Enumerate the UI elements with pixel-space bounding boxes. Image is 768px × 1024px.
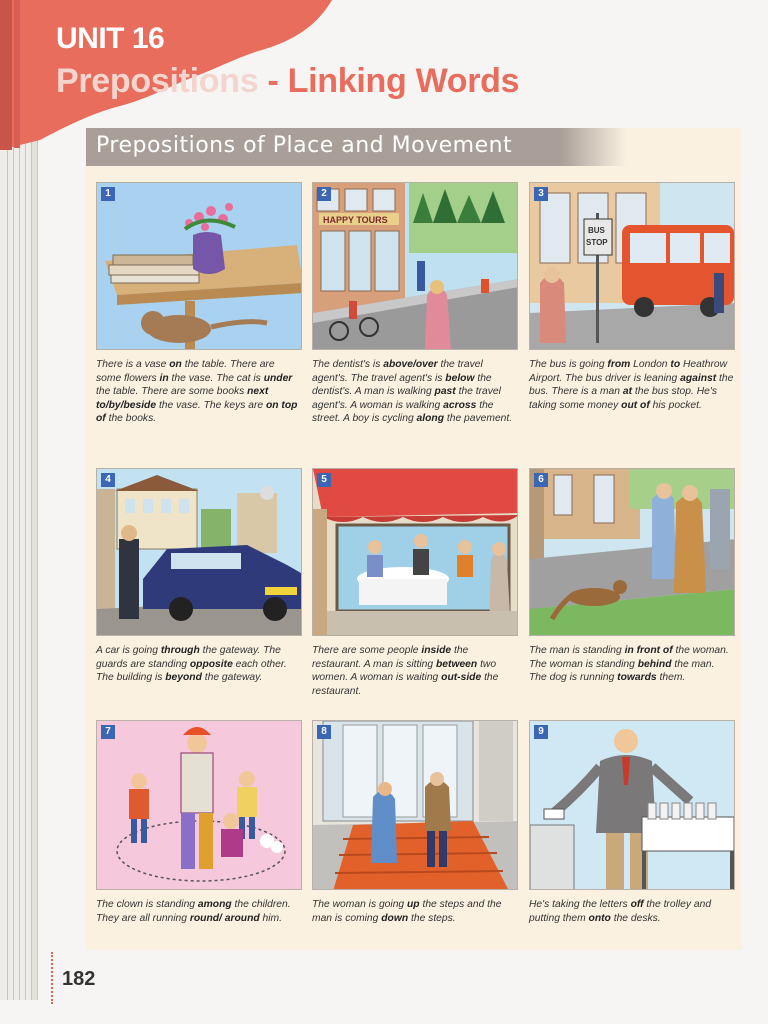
picture-number: 9: [534, 725, 548, 739]
picture-5: [312, 468, 518, 636]
section-title-bar: [86, 128, 626, 166]
page-number: 182: [62, 968, 96, 990]
caption-6: The man is standing in front of the woman. The woman is standing behind the man. The dog is running towards them.: [529, 645, 729, 684]
caption-1: There is a vase on the table. There are some flowers in the vase. The cat is under the table. There are some books next to/by/beside the vase. The keys are on top of the books.: [96, 359, 298, 425]
bus-stop-illustration: [530, 183, 735, 350]
unit-label: UNIT 16: [56, 22, 165, 55]
picture-8: [312, 720, 518, 890]
restaurant-illustration: [313, 469, 518, 636]
picture-number: 8: [317, 725, 331, 739]
picture-3: [529, 182, 735, 350]
bus-sign-text-2: STOP: [586, 238, 608, 247]
picture-7: [96, 720, 302, 890]
section-title: Prepositions of Place and Movement: [96, 133, 513, 158]
picture-number: 7: [101, 725, 115, 739]
car-gateway-illustration: [97, 469, 302, 636]
picture-number: 4: [101, 473, 115, 487]
title-sep: -: [258, 62, 288, 100]
picture-6: [529, 468, 735, 636]
picture-4: [96, 468, 302, 636]
street-shops-illustration: [313, 183, 518, 350]
picture-number: 1: [101, 187, 115, 201]
title-word-2: Linking: [287, 62, 407, 100]
caption-8: The woman is going up the steps and the man is coming down the steps.: [312, 899, 502, 924]
man-woman-dog-illustration: [530, 469, 735, 636]
caption-2: The dentist's is above/over the travel agent's. The travel agent's is below the dentist's. A man is walking past the travel agent's. A woman is walking across the street. A boy is cycling along the pavement.: [312, 359, 513, 425]
caption-4: A car is going through the gateway. The guards are standing opposite each other. The building is beyond the gateway.: [96, 645, 287, 684]
picture-1: [96, 182, 302, 350]
vase-table-illustration: [97, 183, 302, 350]
title-word-3: Words: [415, 62, 520, 100]
caption-3: The bus is going from London to Heathrow Airport. The bus driver is leaning against the bus. There is a man at the bus stop. He's taking some money out of his pocket.: [529, 359, 734, 411]
clown-children-illustration: [97, 721, 302, 890]
caption-9: He's taking the letters off the trolley and putting them onto the desks.: [529, 899, 712, 924]
steps-illustration: [313, 721, 518, 890]
picture-2: [312, 182, 518, 350]
bus-sign-text-1: BUS: [588, 226, 605, 235]
shop-sign-text: HAPPY TOURS: [323, 215, 388, 225]
caption-7: The clown is standing among the children. They are all running round/ around him.: [96, 899, 291, 924]
picture-number: 5: [317, 473, 331, 487]
picture-number: 2: [317, 187, 331, 201]
picture-9: [529, 720, 735, 890]
picture-number: 3: [534, 187, 548, 201]
title-word-1: Prepositions: [56, 62, 259, 100]
caption-5: There are some people inside the restaurant. A man is sitting between two women. A woman is waiting out-side the restaurant.: [312, 645, 499, 697]
page-number-rule: [51, 952, 53, 1004]
unit-title: [56, 62, 519, 101]
letters-trolley-illustration: [530, 721, 735, 890]
picture-number: 6: [534, 473, 548, 487]
page-edges: [0, 0, 38, 1000]
